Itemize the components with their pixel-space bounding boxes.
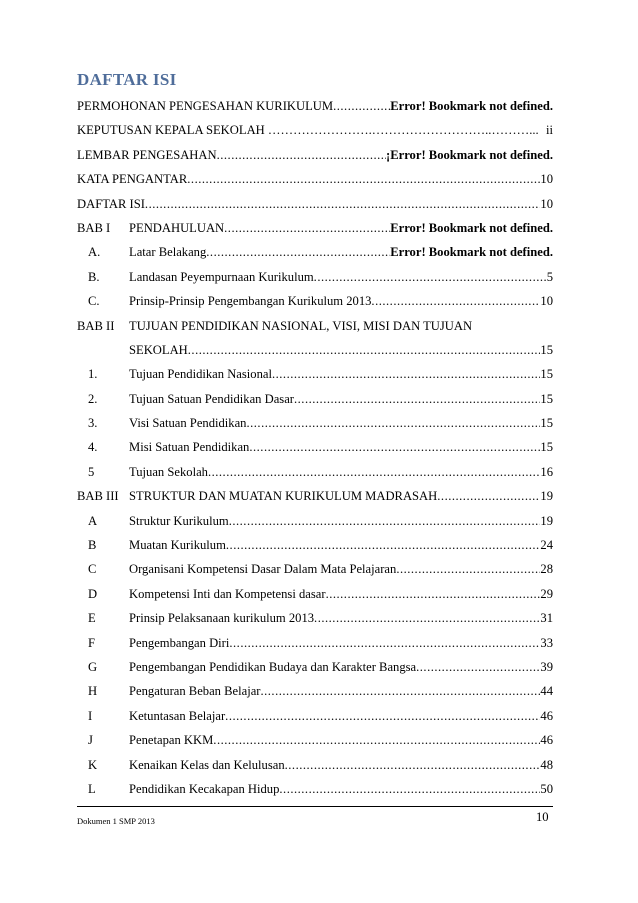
toc-entry-text — [129, 216, 553, 240]
toc-entry-text — [129, 460, 553, 484]
toc-entry-text — [77, 192, 553, 216]
toc-entry-number: C — [88, 562, 97, 577]
toc-entry-number: H — [88, 684, 98, 699]
toc-entry-label: Landasan Peyempurnaan Kurikulum — [129, 269, 314, 284]
toc-entry-label: LEMBAR PENGESAHAN — [77, 147, 217, 162]
toc-entry[interactable] — [77, 240, 553, 264]
table-of-contents — [77, 94, 553, 801]
toc-leader-dots — [229, 509, 541, 533]
toc-entry-label: Latar Belakang — [129, 245, 207, 260]
toc-entry-text — [129, 509, 553, 533]
toc-entry-label: Ketuntasan Belajar — [129, 708, 226, 723]
toc-entry[interactable] — [77, 533, 553, 557]
toc-entry-number: I — [88, 708, 93, 723]
toc-entry-number: 2. — [88, 391, 98, 406]
toc-entry-page: 39 — [540, 659, 553, 674]
toc-entry-text — [129, 704, 553, 728]
toc-entry-label: Prinsip Pelaksanaan kurikulum 2013 — [129, 611, 315, 626]
toc-entry[interactable] — [77, 631, 553, 655]
toc-entry[interactable] — [77, 289, 553, 313]
toc-entry-number: BAB III — [77, 489, 119, 504]
toc-entry-label: Pendidikan Kecakapan Hidup — [129, 781, 280, 796]
toc-entry-text — [129, 582, 553, 606]
toc-entry-page: 50 — [540, 781, 553, 796]
toc-leader-dots — [416, 655, 540, 679]
toc-entry[interactable] — [77, 606, 553, 630]
toc-entry-number: B — [88, 538, 97, 553]
toc-leader-dots — [371, 289, 540, 313]
toc-title: DAFTAR ISI — [77, 70, 177, 89]
toc-leader-dots — [145, 192, 540, 216]
toc-entry-page: 15 — [540, 440, 553, 455]
toc-entry-label: Kompetensi Inti dan Kompetensi dasar — [129, 586, 326, 601]
toc-entry-label: PERMOHONAN PENGESAHAN KURIKULUM — [77, 99, 334, 113]
toc-entry[interactable] — [77, 509, 553, 533]
toc-entry[interactable] — [77, 143, 553, 167]
toc-entry-page: Error! Bookmark not defined. — [390, 245, 553, 260]
toc-leader-dots — [224, 216, 390, 240]
toc-entry-text — [129, 265, 553, 289]
toc-entry-label: Tujuan Sekolah — [129, 464, 208, 479]
toc-leader-dots — [285, 753, 541, 777]
toc-entry-page: 31 — [540, 611, 553, 626]
footer-page-number: 10 — [536, 810, 549, 824]
toc-entry-text — [129, 435, 553, 459]
toc-leader-dots — [260, 679, 540, 703]
toc-entry-page: ¡Error! Bookmark not defined. — [386, 147, 553, 162]
toc-entry-text — [129, 289, 553, 313]
toc-entry[interactable] — [77, 338, 553, 362]
toc-entry-label: Prinsip-Prinsip Pengembangan Kurikulum 2013 — [129, 294, 372, 309]
toc-entry-label: SEKOLAH — [129, 342, 188, 357]
toc-entry-page: 15 — [540, 416, 553, 431]
toc-entry-number: A. — [88, 245, 101, 260]
toc-entry-page: 16 — [540, 464, 553, 479]
toc-entry[interactable] — [77, 582, 553, 606]
toc-entry-number: G — [88, 659, 98, 674]
toc-entry-label: Misi Satuan Pendidikan — [129, 440, 250, 455]
toc-leader-dots — [437, 484, 540, 508]
toc-entry-text — [129, 606, 553, 630]
toc-entry-number: F — [88, 635, 96, 650]
toc-entry-text — [129, 362, 553, 386]
toc-leader-dots — [225, 704, 540, 728]
toc-leader-dots — [217, 143, 386, 167]
toc-entry-text — [129, 631, 553, 655]
toc-leader-dots — [294, 387, 540, 411]
toc-leader-dots — [206, 240, 390, 264]
toc-entry-text — [129, 777, 553, 801]
toc-entry[interactable] — [77, 411, 553, 435]
toc-entry-label: KEPUTUSAN KEPALA SEKOLAH …………………….………………………..………... — [77, 123, 539, 138]
toc-entry[interactable] — [77, 387, 553, 411]
toc-entry-text — [129, 387, 553, 411]
toc-leader-dots — [314, 606, 540, 630]
toc-leader-dots — [226, 533, 541, 557]
footer-divider — [77, 806, 553, 807]
toc-entry[interactable] — [77, 679, 553, 703]
toc-entry-text — [129, 338, 553, 362]
toc-entry-text — [129, 753, 553, 777]
toc-entry-number: BAB II — [77, 318, 115, 333]
toc-entry-page: 5 — [546, 269, 553, 284]
toc-entry-page: 46 — [540, 733, 553, 748]
toc-entry-label: Struktur Kurikulum — [129, 513, 229, 528]
toc-entry-number: 5 — [88, 464, 95, 479]
toc-entry-page: 24 — [540, 538, 553, 553]
toc-entry[interactable] — [77, 94, 553, 118]
toc-entry-page: 28 — [540, 562, 553, 577]
toc-entry-number: L — [88, 781, 96, 796]
toc-entry-label: Penetapan KKM — [129, 733, 214, 748]
toc-entry[interactable] — [77, 753, 553, 777]
toc-entry-text — [129, 314, 553, 338]
toc-leader-dots — [187, 167, 540, 191]
toc-entry-label: Organisani Kompetensi Dasar Dalam Mata Pelajaran — [129, 562, 397, 577]
toc-entry-label: Visi Satuan Pendidikan — [129, 416, 247, 431]
toc-leader-dots — [326, 582, 541, 606]
toc-entry[interactable] — [77, 192, 553, 216]
toc-entry[interactable] — [77, 557, 553, 581]
toc-entry-page: Error! Bookmark not defined. — [390, 220, 553, 235]
toc-entry[interactable] — [77, 777, 553, 801]
toc-entry-text — [129, 411, 553, 435]
toc-entry-number: K — [88, 757, 98, 772]
toc-leader-dots — [229, 631, 540, 655]
toc-entry-label: Tujuan Pendidikan Nasional — [129, 367, 272, 382]
toc-entry-number: A — [88, 513, 98, 528]
toc-entry-text — [129, 655, 553, 679]
toc-entry[interactable] — [77, 118, 553, 142]
footer-document-label: Dokumen 1 SMP 2013 — [77, 816, 155, 826]
toc-entry[interactable] — [77, 460, 553, 484]
toc-leader-dots — [208, 460, 540, 484]
toc-entry-label: Tujuan Satuan Pendidikan Dasar — [129, 391, 294, 406]
toc-entry-text — [77, 167, 553, 191]
toc-entry-label: PENDAHULUAN — [129, 220, 225, 235]
toc-entry[interactable] — [77, 704, 553, 728]
toc-entry-page: 33 — [540, 635, 553, 650]
toc-entry-page: 29 — [540, 586, 553, 601]
toc-entry-label: Pengembangan Diri — [129, 635, 230, 650]
toc-entry-number: D — [88, 586, 98, 601]
toc-entry-page: Error! Bookmark not defined. — [390, 99, 553, 113]
toc-entry-page: 10 — [540, 196, 553, 211]
toc-leader-dots — [279, 777, 540, 801]
toc-entry-number: BAB I — [77, 220, 111, 235]
toc-entry[interactable] — [77, 655, 553, 679]
toc-entry-number: B. — [88, 269, 100, 284]
toc-entry-number: J — [88, 733, 93, 748]
toc-leader-dots — [213, 728, 540, 752]
toc-entry-page: 15 — [540, 342, 553, 357]
toc-leader-dots — [396, 557, 540, 581]
toc-leader-dots — [249, 435, 540, 459]
toc-entry[interactable] — [77, 435, 553, 459]
toc-entry-number: 1. — [88, 367, 98, 382]
toc-entry-text — [77, 94, 553, 118]
toc-entry-number: 4. — [88, 440, 98, 455]
toc-entry-page: 44 — [540, 684, 553, 699]
toc-entry-text — [77, 143, 553, 167]
toc-entry-text — [129, 679, 553, 703]
toc-entry[interactable] — [77, 216, 553, 240]
toc-entry-number: C. — [88, 294, 100, 309]
toc-leader-dots — [314, 265, 547, 289]
toc-entry[interactable] — [77, 484, 553, 508]
toc-entry[interactable] — [77, 728, 553, 752]
toc-entry[interactable] — [77, 314, 553, 338]
toc-leader-dots — [333, 94, 390, 118]
toc-entry-label: Muatan Kurikulum — [129, 538, 226, 553]
toc-leader-dots — [246, 411, 540, 435]
toc-entry-text — [129, 557, 553, 581]
toc-entry-number: E — [88, 611, 96, 626]
toc-entry-page: 48 — [540, 757, 553, 772]
toc-leader-dots — [272, 362, 540, 386]
toc-entry-label: STRUKTUR DAN MUATAN KURIKULUM MADRASAH — [129, 489, 438, 504]
toc-entry-page: 10 — [540, 172, 553, 187]
toc-entry-label: Kenaikan Kelas dan Kelulusan — [129, 757, 285, 772]
toc-entry-page: 15 — [540, 367, 553, 382]
toc-entry-text — [129, 533, 553, 557]
toc-entry-label: TUJUAN PENDIDIKAN NASIONAL, VISI, MISI DAN TUJUAN — [129, 318, 473, 333]
toc-entry[interactable] — [77, 265, 553, 289]
toc-entry-page: 19 — [540, 513, 553, 528]
toc-entry-page: 10 — [540, 294, 553, 309]
toc-entry-text — [129, 484, 553, 508]
toc-entry-label: Pengaturan Beban Belajar — [129, 684, 261, 699]
toc-entry-label: Pengembangan Pendidikan Budaya dan Karakter Bangsa — [129, 659, 417, 674]
toc-entry-page: 15 — [540, 391, 553, 406]
toc-entry-number: 3. — [88, 416, 98, 431]
toc-entry-text — [129, 728, 553, 752]
toc-entry-page: ii — [546, 123, 553, 138]
toc-entry-label: KATA PENGANTAR — [77, 172, 188, 187]
toc-entry[interactable] — [77, 362, 553, 386]
toc-entry-page: 46 — [540, 708, 553, 723]
toc-entry[interactable] — [77, 167, 553, 191]
toc-entry-page: 19 — [540, 489, 553, 504]
toc-entry-text — [77, 118, 553, 142]
toc-leader-dots — [188, 338, 541, 362]
toc-entry-text — [129, 240, 553, 264]
toc-entry-label: DAFTAR ISI — [77, 196, 145, 211]
